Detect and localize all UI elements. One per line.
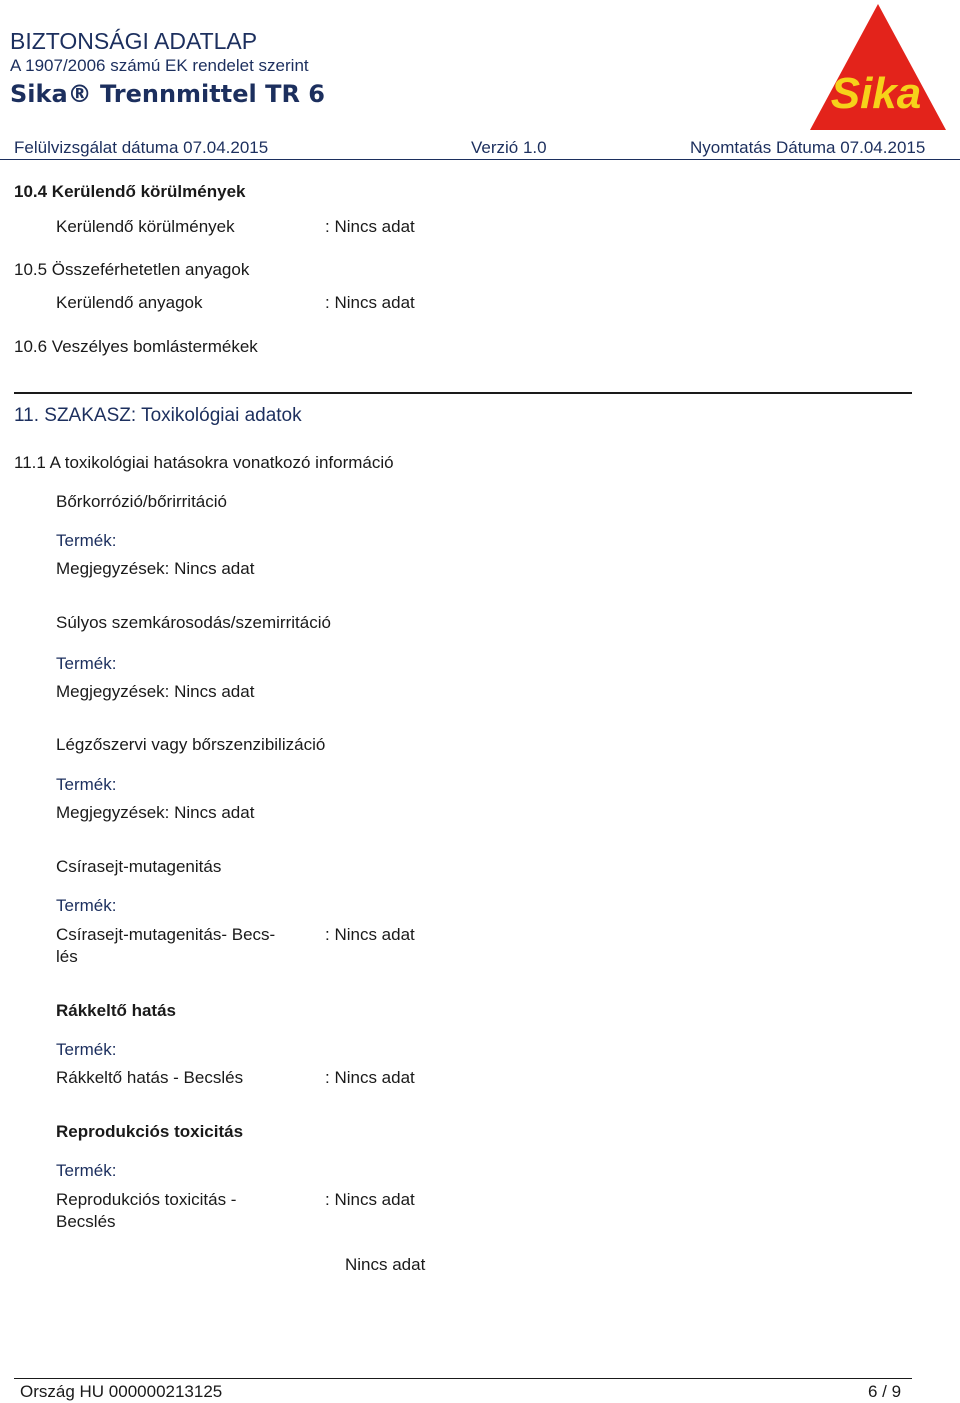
skin-note: Megjegyzések: Nincs adat	[56, 559, 255, 578]
header-divider	[0, 159, 960, 160]
version: Verzió 1.0	[471, 138, 547, 157]
mutagenicity-value: : Nincs adat	[325, 925, 415, 944]
s11-1-heading: 11.1 A toxikológiai hatásokra vonatkozó információ	[14, 453, 394, 472]
reproductive-value: : Nincs adat	[325, 1190, 415, 1209]
sensitisation-note: Megjegyzések: Nincs adat	[56, 803, 255, 822]
sensitisation-heading: Légzőszervi vagy bőrszenzibilizáció	[56, 735, 326, 754]
footer-country: Ország HU 000000213125	[20, 1382, 223, 1401]
product-name: Sika® Trennmittel TR 6	[10, 80, 325, 108]
document-title: BIZTONSÁGI ADATLAP	[10, 28, 258, 54]
reproductive-label-line1: Reprodukciós toxicitás -	[56, 1190, 237, 1209]
s10-6-heading: 10.6 Veszélyes bomlástermékek	[14, 337, 258, 356]
reproductive-product-label: Termék:	[56, 1161, 117, 1180]
eye-product-label: Termék:	[56, 654, 117, 673]
reproductive-toxicity-heading: Reprodukciós toxicitás	[56, 1122, 244, 1141]
revision-date: Felülvizsgálat dátuma 07.04.2015	[14, 138, 269, 157]
mutagenicity-label-line2: lés	[56, 947, 78, 966]
print-date: Nyomtatás Dátuma 07.04.2015	[690, 138, 926, 157]
s10-4-value: : Nincs adat	[325, 217, 415, 236]
section-11-title: 11. SZAKASZ: Toxikológiai adatok	[14, 405, 302, 426]
logo-registered-mark: ®	[930, 77, 941, 93]
carcinogenicity-heading: Rákkeltő hatás	[56, 1001, 176, 1020]
logo-wordmark: Sika	[830, 69, 922, 118]
mutagenicity-heading: Csírasejt-mutagenitás	[56, 857, 222, 876]
eye-damage-heading: Súlyos szemkárosodás/szemirritáció	[56, 613, 331, 632]
reproductive-label-line2: Becslés	[56, 1212, 116, 1231]
sika-logo	[810, 4, 946, 130]
page-number: 6 / 9	[868, 1382, 902, 1401]
carcinogenicity-label: Rákkeltő hatás - Becslés	[56, 1068, 244, 1087]
skin-corrosion-heading: Bőrkorrózió/bőrirritáció	[56, 492, 227, 511]
sensitisation-product-label: Termék:	[56, 775, 117, 794]
mutagenicity-label-line1: Csírasejt-mutagenitás- Becs-	[56, 925, 276, 944]
extra-value: Nincs adat	[345, 1255, 426, 1274]
carcinogenicity-product-label: Termék:	[56, 1040, 117, 1059]
regulation-subtitle: A 1907/2006 számú EK rendelet szerint	[10, 56, 309, 75]
eye-note: Megjegyzések: Nincs adat	[56, 682, 255, 701]
carcinogenicity-value: : Nincs adat	[325, 1068, 415, 1087]
skin-product-label: Termék:	[56, 531, 117, 550]
s10-5-value: : Nincs adat	[325, 293, 415, 312]
s10-4-heading: 10.4 Kerülendő körülmények	[14, 182, 246, 201]
s10-5-label: Kerülendő anyagok	[56, 293, 203, 312]
section-divider	[14, 392, 912, 394]
s10-4-label: Kerülendő körülmények	[56, 217, 235, 236]
footer-divider	[14, 1378, 912, 1379]
mutagenicity-product-label: Termék:	[56, 896, 117, 915]
s10-5-heading: 10.5 Összeférhetetlen anyagok	[14, 260, 250, 279]
